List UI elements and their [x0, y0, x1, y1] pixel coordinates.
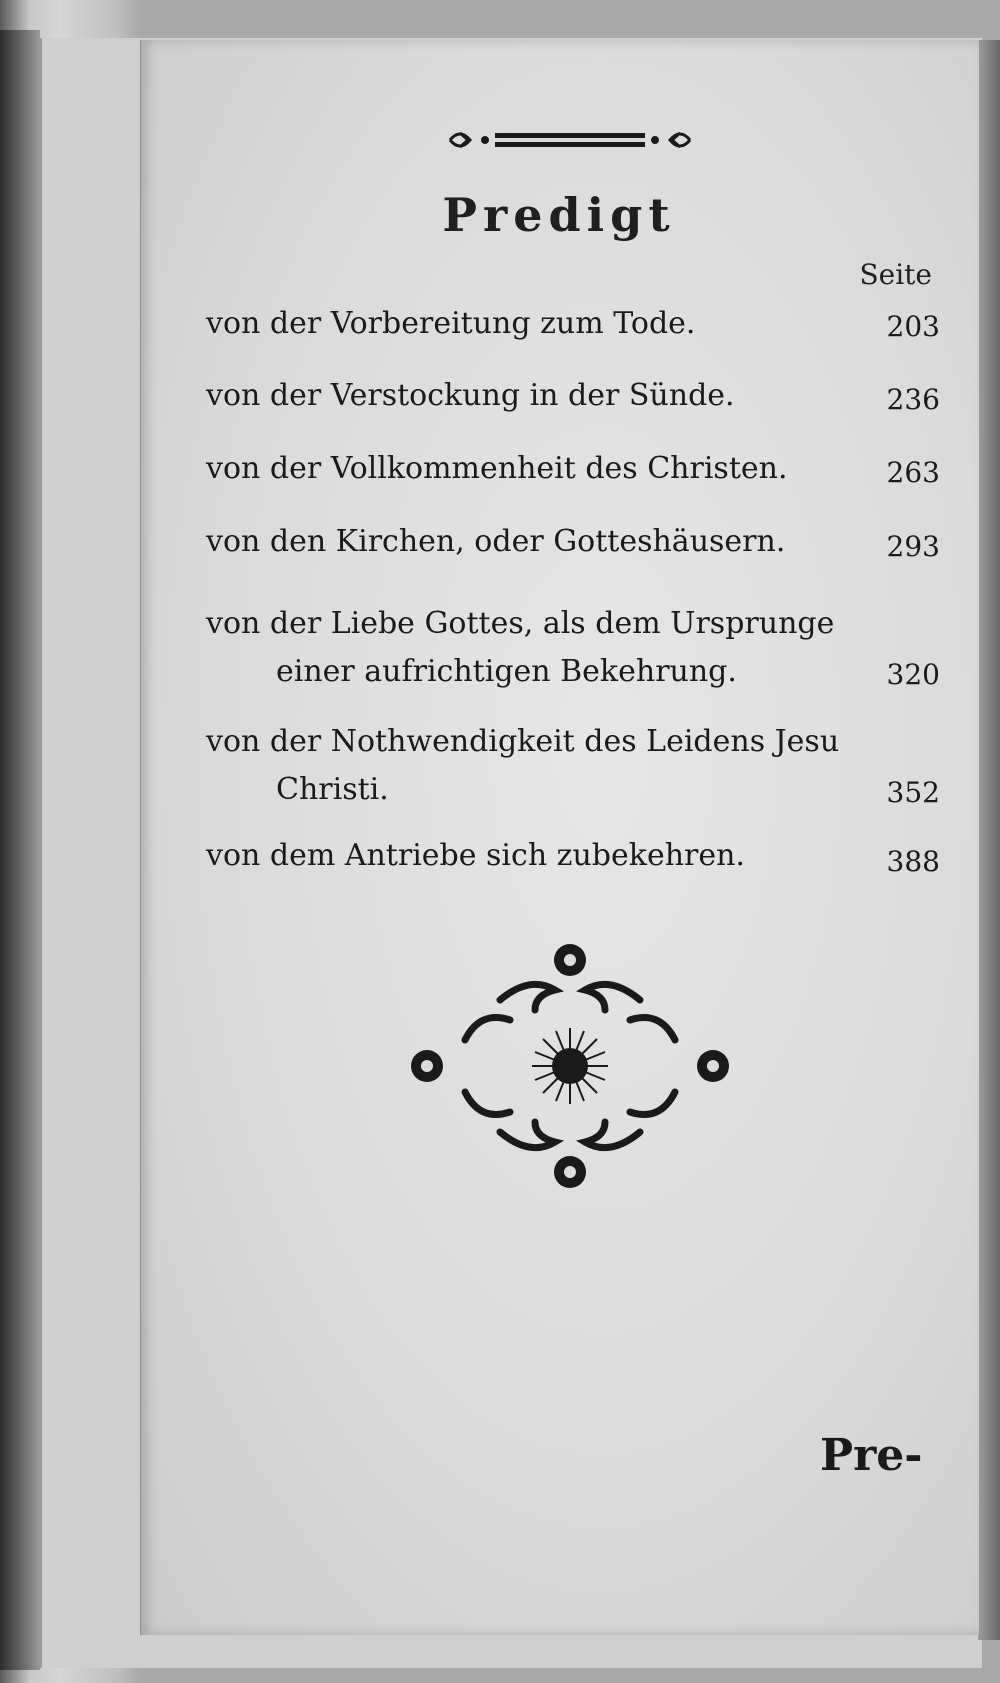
toc-entry-continuation: einer aufrichtigen Bekehrung. — [276, 654, 737, 689]
toc-entry — [206, 372, 846, 420]
toc-page-number: 293 — [886, 530, 940, 563]
toc-entry — [206, 600, 846, 696]
toc-entry-text: von der Vollkommenheit des Christen. — [206, 451, 788, 486]
tailpiece-ornament — [405, 940, 735, 1195]
toc-entry-text: von der Vorbereitung zum Tode. — [206, 306, 696, 341]
book-cover-edge — [0, 30, 40, 1670]
toc-page-number: 352 — [886, 776, 940, 809]
toc-entry-text: von dem Antriebe sich zubekehren. — [206, 838, 745, 873]
toc-entry-text: von der Nothwendigkeit des Leidens Jesu — [206, 724, 840, 759]
page-title: Predigt — [442, 188, 676, 242]
toc-entry — [206, 832, 846, 880]
toc-entry-text: von der Liebe Gottes, als dem Ursprunge — [206, 606, 835, 641]
toc-page-number: 263 — [886, 456, 940, 489]
page-edge — [978, 40, 1000, 1640]
toc-page-number: 236 — [886, 383, 940, 416]
toc-entry — [206, 718, 846, 814]
toc-page-number: 203 — [886, 310, 940, 343]
toc-entry-continuation: Christi. — [276, 772, 389, 807]
toc-entry — [206, 518, 846, 566]
toc-page-number: 320 — [886, 658, 940, 691]
toc-page-number: 388 — [886, 845, 940, 878]
toc-entry-text: von der Verstockung in der Sünde. — [206, 378, 735, 413]
toc-entry — [206, 300, 846, 348]
toc-entry-text: von den Kirchen, oder Gotteshäusern. — [206, 524, 786, 559]
catchword: Pre- — [820, 1430, 923, 1481]
page-column-header: Seite — [859, 258, 932, 291]
head-rule-ornament — [445, 125, 695, 155]
toc-entry — [206, 445, 846, 493]
